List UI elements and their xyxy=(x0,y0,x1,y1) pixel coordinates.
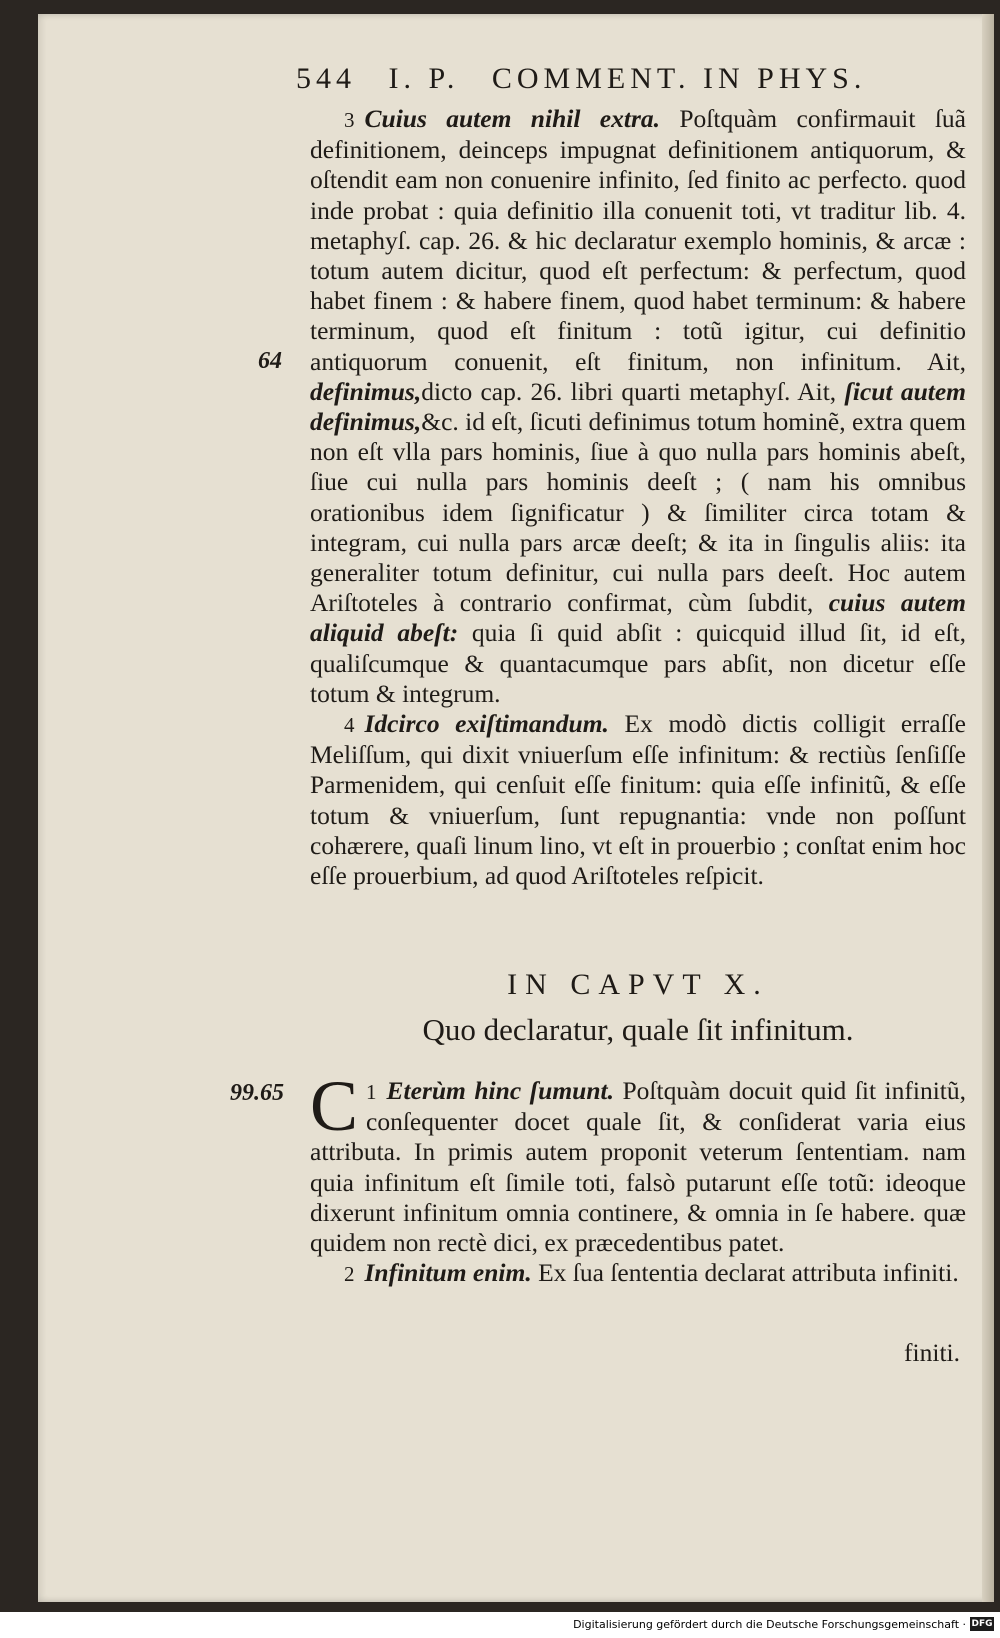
footer-bar xyxy=(0,1612,1000,1638)
paragraph-4 xyxy=(310,709,966,891)
paragraph-text: Ex modò dictis colligit erraſſe Meliſſum, qui dixit vniuerſum eſſe infinitum: & rectiùs ſenſiſſe Parmenidem, qui cenſuit eſſe finitum: quia eſſe infinitũ, & eſſe totum & vniuerſum, ſunt repugnantia: vnde non poſſunt cohærere, quaſi linum lino, vt eſt in prouerbio ; conſtat enim hoc eſſe prouerbium, ad quod Ariſtoteles reſpicit. xyxy=(310,709,966,891)
paragraph-number: 2 xyxy=(344,1262,355,1287)
paragraph-number: 4 xyxy=(344,713,355,738)
margin-note: 64 xyxy=(258,348,282,374)
lemma: Idcirco exiſtimandum. xyxy=(364,709,609,739)
running-head-title: COMMENT. IN PHYS. xyxy=(491,62,867,95)
running-head-book: I. P. xyxy=(388,62,460,95)
chapter-text-column xyxy=(310,1066,967,1289)
footer-credit: Digitalisierung gefördert durch die Deutsche Forschungsgemeinschaft · xyxy=(573,1618,966,1631)
paragraph-text: Ex ſua ſententia declarat attributa infiniti. xyxy=(538,1258,959,1288)
drop-cap: C xyxy=(310,1066,359,1146)
paragraph-number: 1 xyxy=(366,1080,377,1104)
lemma: cuius autem aliquid abeſt: xyxy=(310,588,966,648)
paragraph-2 xyxy=(310,1258,966,1289)
page-edge xyxy=(982,14,994,1602)
dfg-logo: DFG xyxy=(971,1619,993,1629)
paragraph-text: Poſtquàm docuit quid ſit infinitũ, conſequenter docet quale ſit, & conſiderat varia eius attributa. In primis autem proponit veterum ſententiam. nam quia infinitum eſt ſimile toti, falsò putarunt eſſe totũ: ideoque dixerunt infinitum omnia continere, & omnia in ſe habere. quæ quidem non rectè dici, ex præcedentibus patet. xyxy=(310,1076,967,1258)
page-number: 544 xyxy=(296,62,356,95)
margin-note: 99.65 xyxy=(230,1080,284,1106)
catchword: finiti. xyxy=(904,1338,960,1367)
paragraph-number: 3 xyxy=(344,108,355,132)
main-text-column xyxy=(310,104,966,891)
paragraph-3 xyxy=(310,104,966,709)
chapter-subtitle: Quo declaratur, quale ſit infinitum. xyxy=(422,1012,854,1047)
paragraph-1 xyxy=(310,1066,967,1258)
running-head xyxy=(296,62,916,102)
paragraph-text: dicto cap. 26. libri quarti metaphyſ. Ait, xyxy=(421,376,837,406)
chapter-heading: IN CAPVT X. xyxy=(507,968,769,1001)
paragraph-text: &c. id eſt, ſicuti definimus totum hominẽ, extra quem non eſt vlla pars hominis, ſiue à quo nulla pars hominis abeſt, ſiue cui nulla pars hominis deeſt ; ( nam his omnibus orationibus idem ſignificatur ) & ſimiliter circa totam & integram, cui nulla pars arcæ deeſt; & ita in ſingulis aliis: ita generaliter totum definitur, cui nulla pars deeſt. Hoc autem Ariſtoteles à contrario confirmat, cùm ſubdit, xyxy=(310,407,966,618)
lemma: ſicut autem definimus, xyxy=(310,376,966,437)
lemma: Eterùm hinc ſumunt. xyxy=(386,1076,614,1105)
paragraph-text: Poſtquàm confirmauit ſuã definitionem, deinceps impugnat definitionem antiquorum, & oſtendit eam non conuenire infinito, ſed finito ac perfecto. quod inde probat : quia definitio illa conuenit toti, vt traditur lib. 4. metaphyſ. cap. 26. & hic declaratur exemplo hominis, & arcæ : totum autem dicitur, quod eſt perfectum: & perfectum, quod habet finem : & habere finem, quod habet terminum: & habere terminum, quod eſt finitum : totũ igitur, cui definitio antiquorum conuenit, eſt finitum, non infinitum. Ait, xyxy=(310,104,966,376)
lemma: definimus, xyxy=(310,376,422,406)
lemma: Cuius autem nihil extra. xyxy=(364,104,660,133)
lemma: Infinitum enim. xyxy=(364,1258,532,1288)
paragraph-text: quia ſi quid abſit : quicquid illud ſit, id eſt, qualiſcumque & quantacumque pars abſit, non dicetur eſſe totum & integrum. xyxy=(310,618,966,708)
